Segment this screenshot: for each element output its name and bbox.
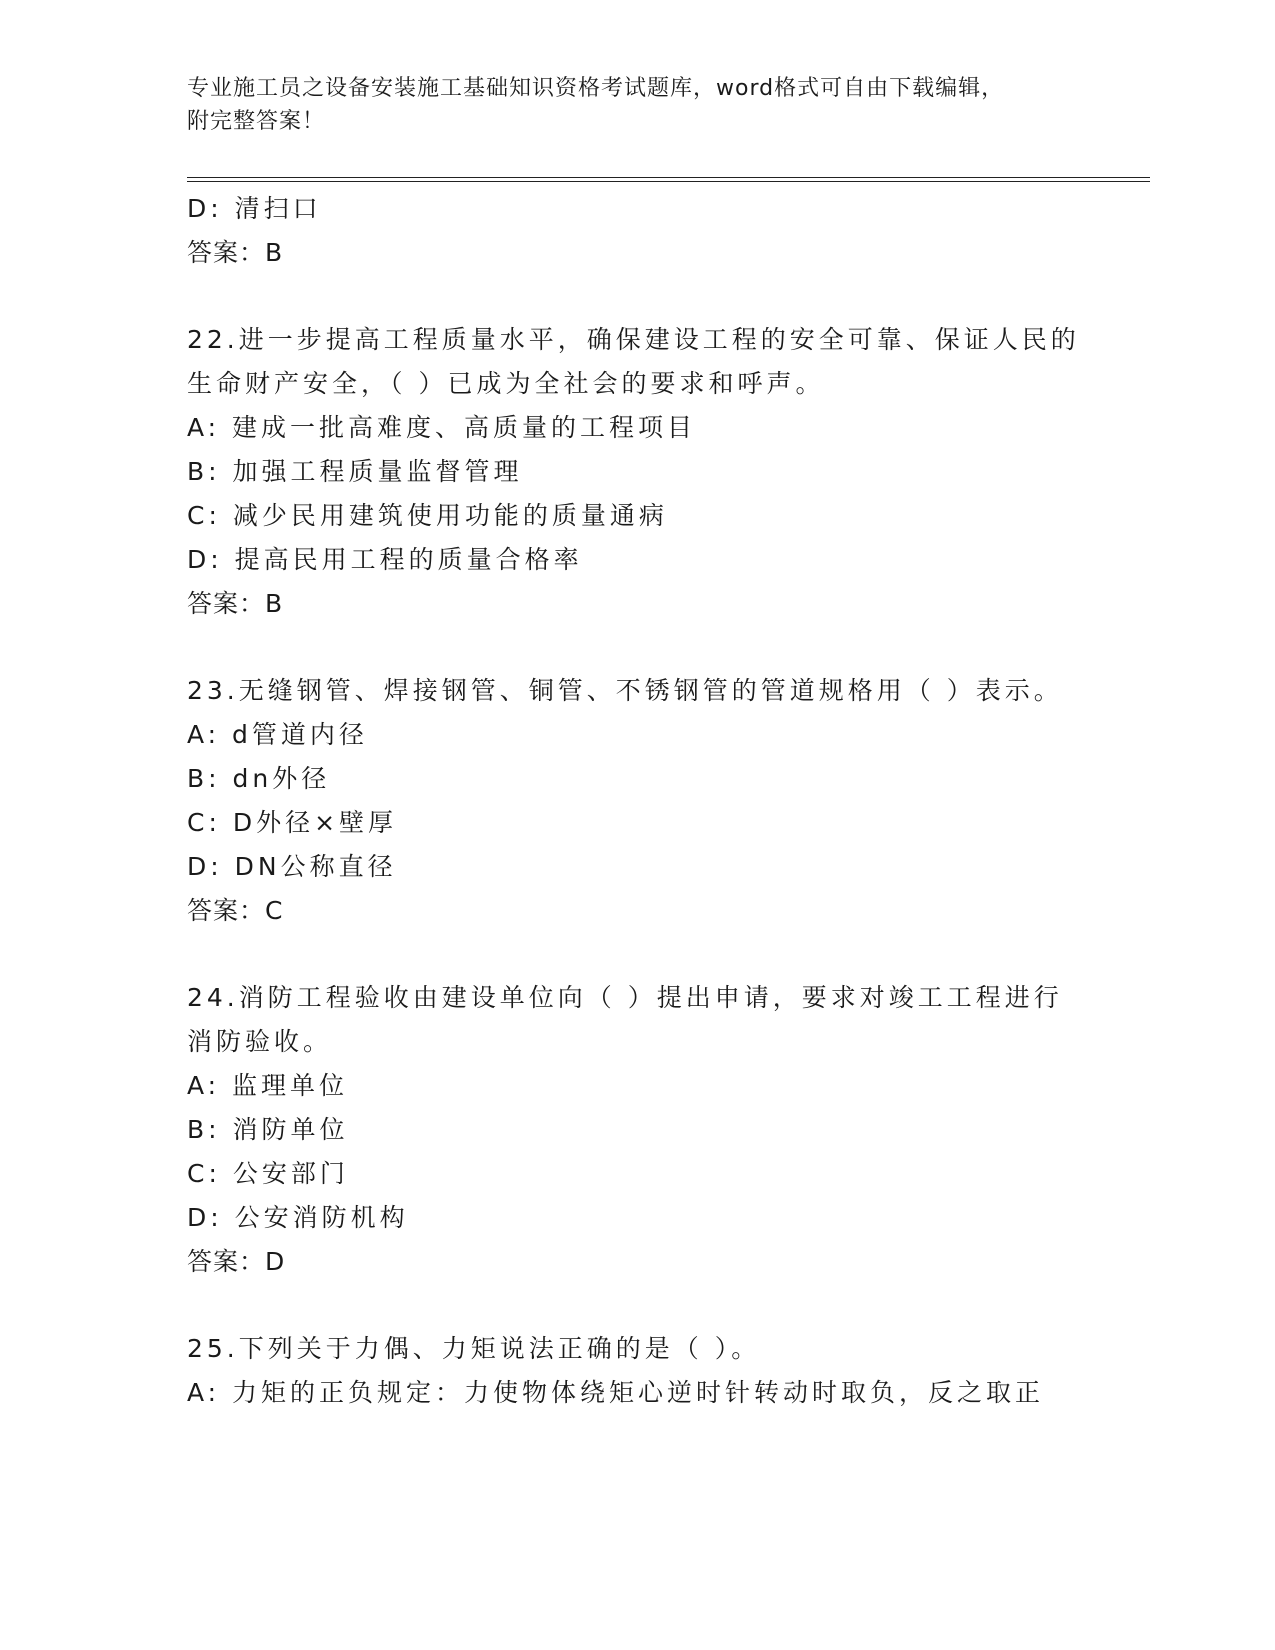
header-line-1: 专业施工员之设备安装施工基础知识资格考试题库，word格式可自由下载编辑，: [187, 76, 1005, 101]
document-header: [187, 72, 1087, 138]
question-22-option-c: C: 减少民用建筑使用功能的质量通病: [187, 501, 668, 530]
question-25-option-a: A: 力矩的正负规定：力使物体绕矩心逆时针转动时取负，反之取正: [187, 1378, 1045, 1407]
question-22-stem-line-1: 22.进一步提高工程质量水平，确保建设工程的安全可靠、保证人民的: [187, 325, 1080, 354]
question-24-option-c: C: 公安部门: [187, 1159, 349, 1188]
question-24-stem-line-1: 24.消防工程验收由建设单位向（ ）提出申请，要求对竣工工程进行: [187, 983, 1063, 1012]
question-24-option-d: D: 公安消防机构: [187, 1203, 409, 1232]
question-22-answer: 答案：B: [187, 589, 284, 618]
header-divider-bottom: [187, 181, 1150, 182]
header-line-2: 附完整答案！: [187, 109, 326, 134]
question-24-option-a: A: 监理单位: [187, 1071, 349, 1100]
question-23-option-b: B: dn外径: [187, 764, 331, 793]
question-22-option-a: A: 建成一批高难度、高质量的工程项目: [187, 413, 697, 442]
question-22-option-d: D: 提高民用工程的质量合格率: [187, 545, 583, 574]
question-24-answer: 答案：D: [187, 1247, 286, 1276]
header-divider-top: [187, 177, 1150, 178]
question-24-option-b: B: 消防单位: [187, 1115, 349, 1144]
question-23-option-a: A: d管道内径: [187, 720, 368, 749]
prev-answer: 答案：B: [187, 238, 284, 267]
question-23-answer: 答案：C: [187, 896, 284, 925]
prev-option-d: D: 清扫口: [187, 194, 322, 223]
question-22-option-b: B: 加强工程质量监督管理: [187, 457, 523, 486]
question-23-stem-line-1: 23.无缝钢管、焊接钢管、铜管、不锈钢管的管道规格用（ ）表示。: [187, 676, 1063, 705]
question-23-option-d: D: DN公称直径: [187, 852, 397, 881]
question-25-stem-line-1: 25.下列关于力偶、力矩说法正确的是（ ）。: [187, 1334, 761, 1363]
question-24-stem-line-2: 消防验收。: [187, 1027, 333, 1056]
question-23-option-c: C: D外径×壁厚: [187, 808, 398, 837]
question-22-stem-line-2: 生命财产安全，（ ）已成为全社会的要求和呼声。: [187, 369, 825, 398]
